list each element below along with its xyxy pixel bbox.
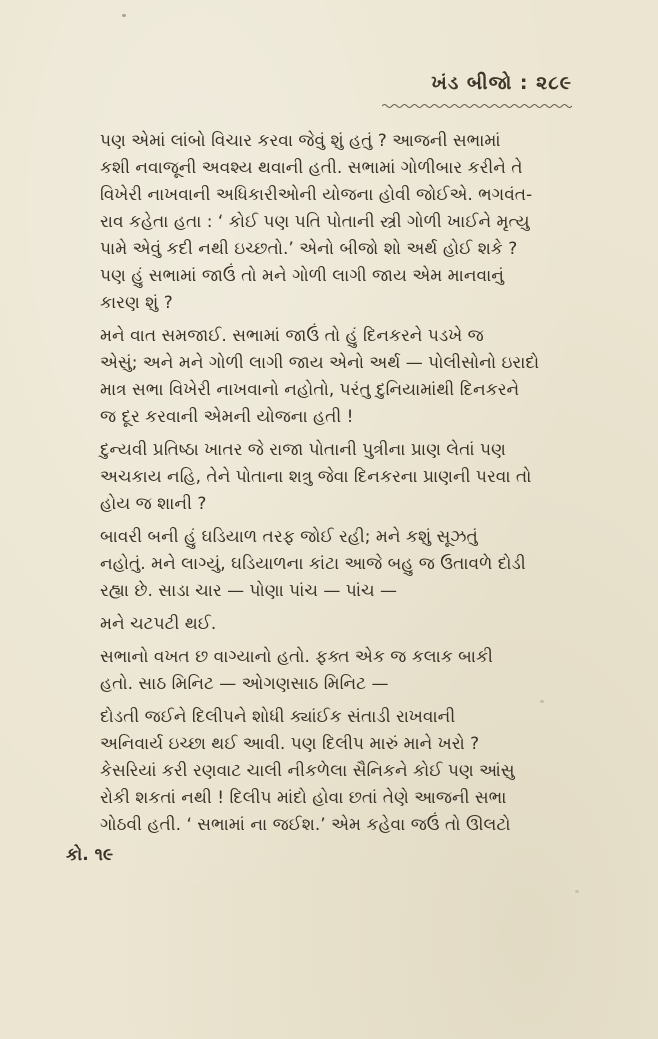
text-line: હતો. સાઠ મિનિટ — ઓગણસાઠ મિનિટ — <box>100 674 389 694</box>
text-line: અનિવાર્ય ઇચ્છા થઈ આવી. પણ દિલીપ મારું માને ખરો ? <box>100 734 480 754</box>
running-title: ખંડ બીજો : ૨૮૯ <box>431 72 572 94</box>
text-line: ગોઠવી હતી. ‘ સભામાં ના જઈશ.’ એમ કહેવા જઉં તો ઊલટો <box>100 815 511 835</box>
paragraph <box>66 524 586 605</box>
text-line: પણ હું સભામાં જાઉં તો મને ગોળી લાગી જાય એમ માનવાનું <box>100 266 504 286</box>
ink-speck <box>122 14 126 17</box>
text-line: રહ્યા છે. સાડા ચાર — પોણા પાંચ — પાંચ — <box>100 581 397 601</box>
ink-speck <box>575 890 579 893</box>
text-line: જ દૂર કરવાની એમની યોજના હતી ! <box>100 407 354 427</box>
paragraph <box>66 323 586 431</box>
text-line: કેસરિયાં કરી રણવાટ ચાલી નીકળેલા સૈનિકને કોઈ પણ આંસુ <box>100 761 515 781</box>
text-line: રોકી શકતાં નથી ! દિલીપ માંદો હોવા છતાં તેણે આજની સભા <box>100 788 507 808</box>
text-line: રાવ કહેતા હતા : ‘ કોઈ પણ પતિ પોતાની સ્ત્રી ગોળી ખાઈને મૃત્યુ <box>100 212 530 232</box>
text-line: અચકાય નહિ, તેને પોતાના શત્રુ જેવા દિનકરના પ્રાણની પરવા તો <box>100 467 532 487</box>
text-line: માત્ર સભા વિખેરી નાખવાનો નહોતો, પરંતુ દુનિયામાંથી દિનકરને <box>100 380 520 400</box>
signature-mark: કો. ૧૯ <box>66 845 114 865</box>
text-line: નહોતું. મને લાગ્યું, ઘડિયાળના કાંટા આજે બહુ જ ઉતાવળે દોડી <box>100 554 526 574</box>
text-line: એસું; અને મને ગોળી લાગી જાય એનો અર્થ — પોલીસોનો ઇરાદો <box>100 353 540 373</box>
text-line: બાવરી બની હું ઘડિયાળ તરફ જોઈ રહી; મને કશું સૂઝતું <box>100 527 478 547</box>
running-header <box>382 72 572 113</box>
header-wavy-rule <box>382 103 572 109</box>
text-line: મને વાત સમજાઈ. સભામાં જાઉં તો હું દિનકરને પડખે જ <box>100 326 484 346</box>
text-line: સભાનો વખત છ વાગ્યાનો હતો. ફક્ત એક જ કલાક બાકી <box>100 647 493 667</box>
paragraph <box>66 437 586 518</box>
text-line: હોય જ શાની ? <box>100 494 207 514</box>
text-line: દોડતી જઈને દિલીપને શોધી ક્યાંઈક સંતાડી રાખવાની <box>100 707 456 727</box>
text-line: દુન્યવી પ્રતિષ્ઠા ખાતર જે રાજા પોતાની પુત્રીના પ્રાણ લેતાં પણ <box>100 440 506 460</box>
paragraph <box>66 704 586 839</box>
text-line: કારણ શું ? <box>100 293 173 313</box>
text-line: વિખેરી નાખવાની અધિકારીઓની યોજના હોવી જોઈએ. ભગવંત- <box>100 185 533 205</box>
text-line: કશી નવાજૂની અવશ્ય થવાની હતી. સભામાં ગોળીબાર કરીને તે <box>100 158 523 178</box>
page-body <box>66 128 586 865</box>
text-line: પામે એવું કદી નથી ઇચ્છતો.’ એનો બીજો શો અર્થ હોઈ શકે ? <box>100 239 518 259</box>
paragraph <box>66 611 586 638</box>
paragraph <box>66 128 586 317</box>
text-line: પણ એમાં લાંબો વિચાર કરવા જેવું શું હતું ? આજની સભામાં <box>100 131 501 151</box>
paragraph <box>66 644 586 698</box>
text-line: મને ચટપટી થઈ. <box>100 614 217 634</box>
